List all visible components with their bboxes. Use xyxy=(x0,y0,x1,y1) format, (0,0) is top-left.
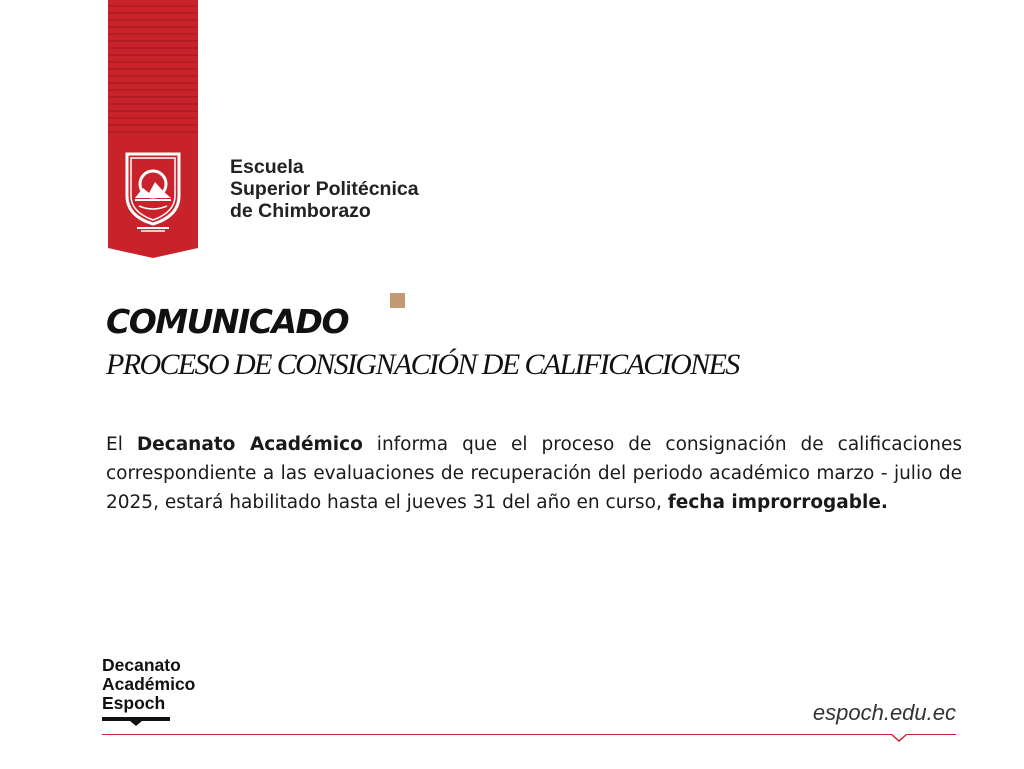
institution-line: Superior Politécnica xyxy=(230,178,419,200)
institution-line: de Chimborazo xyxy=(230,200,371,222)
espoch-shield-icon xyxy=(123,150,183,232)
body-bold-part: Decanato Académico xyxy=(136,434,363,455)
footer-department xyxy=(102,656,195,721)
footer-divider xyxy=(102,734,956,735)
department-line: Decanato xyxy=(102,655,181,675)
body-bold-part: fecha improrrogable. xyxy=(667,492,888,513)
communique-title: COMUNICADO xyxy=(106,302,349,341)
department-line: Espoch xyxy=(102,693,166,713)
footer-notch-inner xyxy=(892,734,906,740)
department-line: Académico xyxy=(102,674,196,694)
communique-body xyxy=(106,430,962,517)
banner-stripes xyxy=(108,0,198,135)
department-underline xyxy=(102,717,170,721)
banner-tip xyxy=(108,248,198,258)
header-banner xyxy=(108,0,198,248)
body-text-part: informa que el proceso de consignación de calificaciones correspondiente a las evaluaciones de recuperación del periodo académico marzo - julio de 2025, estará habilitado hasta el jueves 31 del año en curso, xyxy=(106,434,962,513)
title-accent-square xyxy=(390,293,405,308)
website-link[interactable]: espoch.edu.ec xyxy=(812,700,956,725)
institution-line: Escuela xyxy=(230,156,304,178)
body-text-part: El xyxy=(106,434,137,455)
institution-name xyxy=(230,156,419,222)
communique-subtitle: PROCESO DE CONSIGNACIÓN DE CALIFICACIONES xyxy=(106,348,739,381)
